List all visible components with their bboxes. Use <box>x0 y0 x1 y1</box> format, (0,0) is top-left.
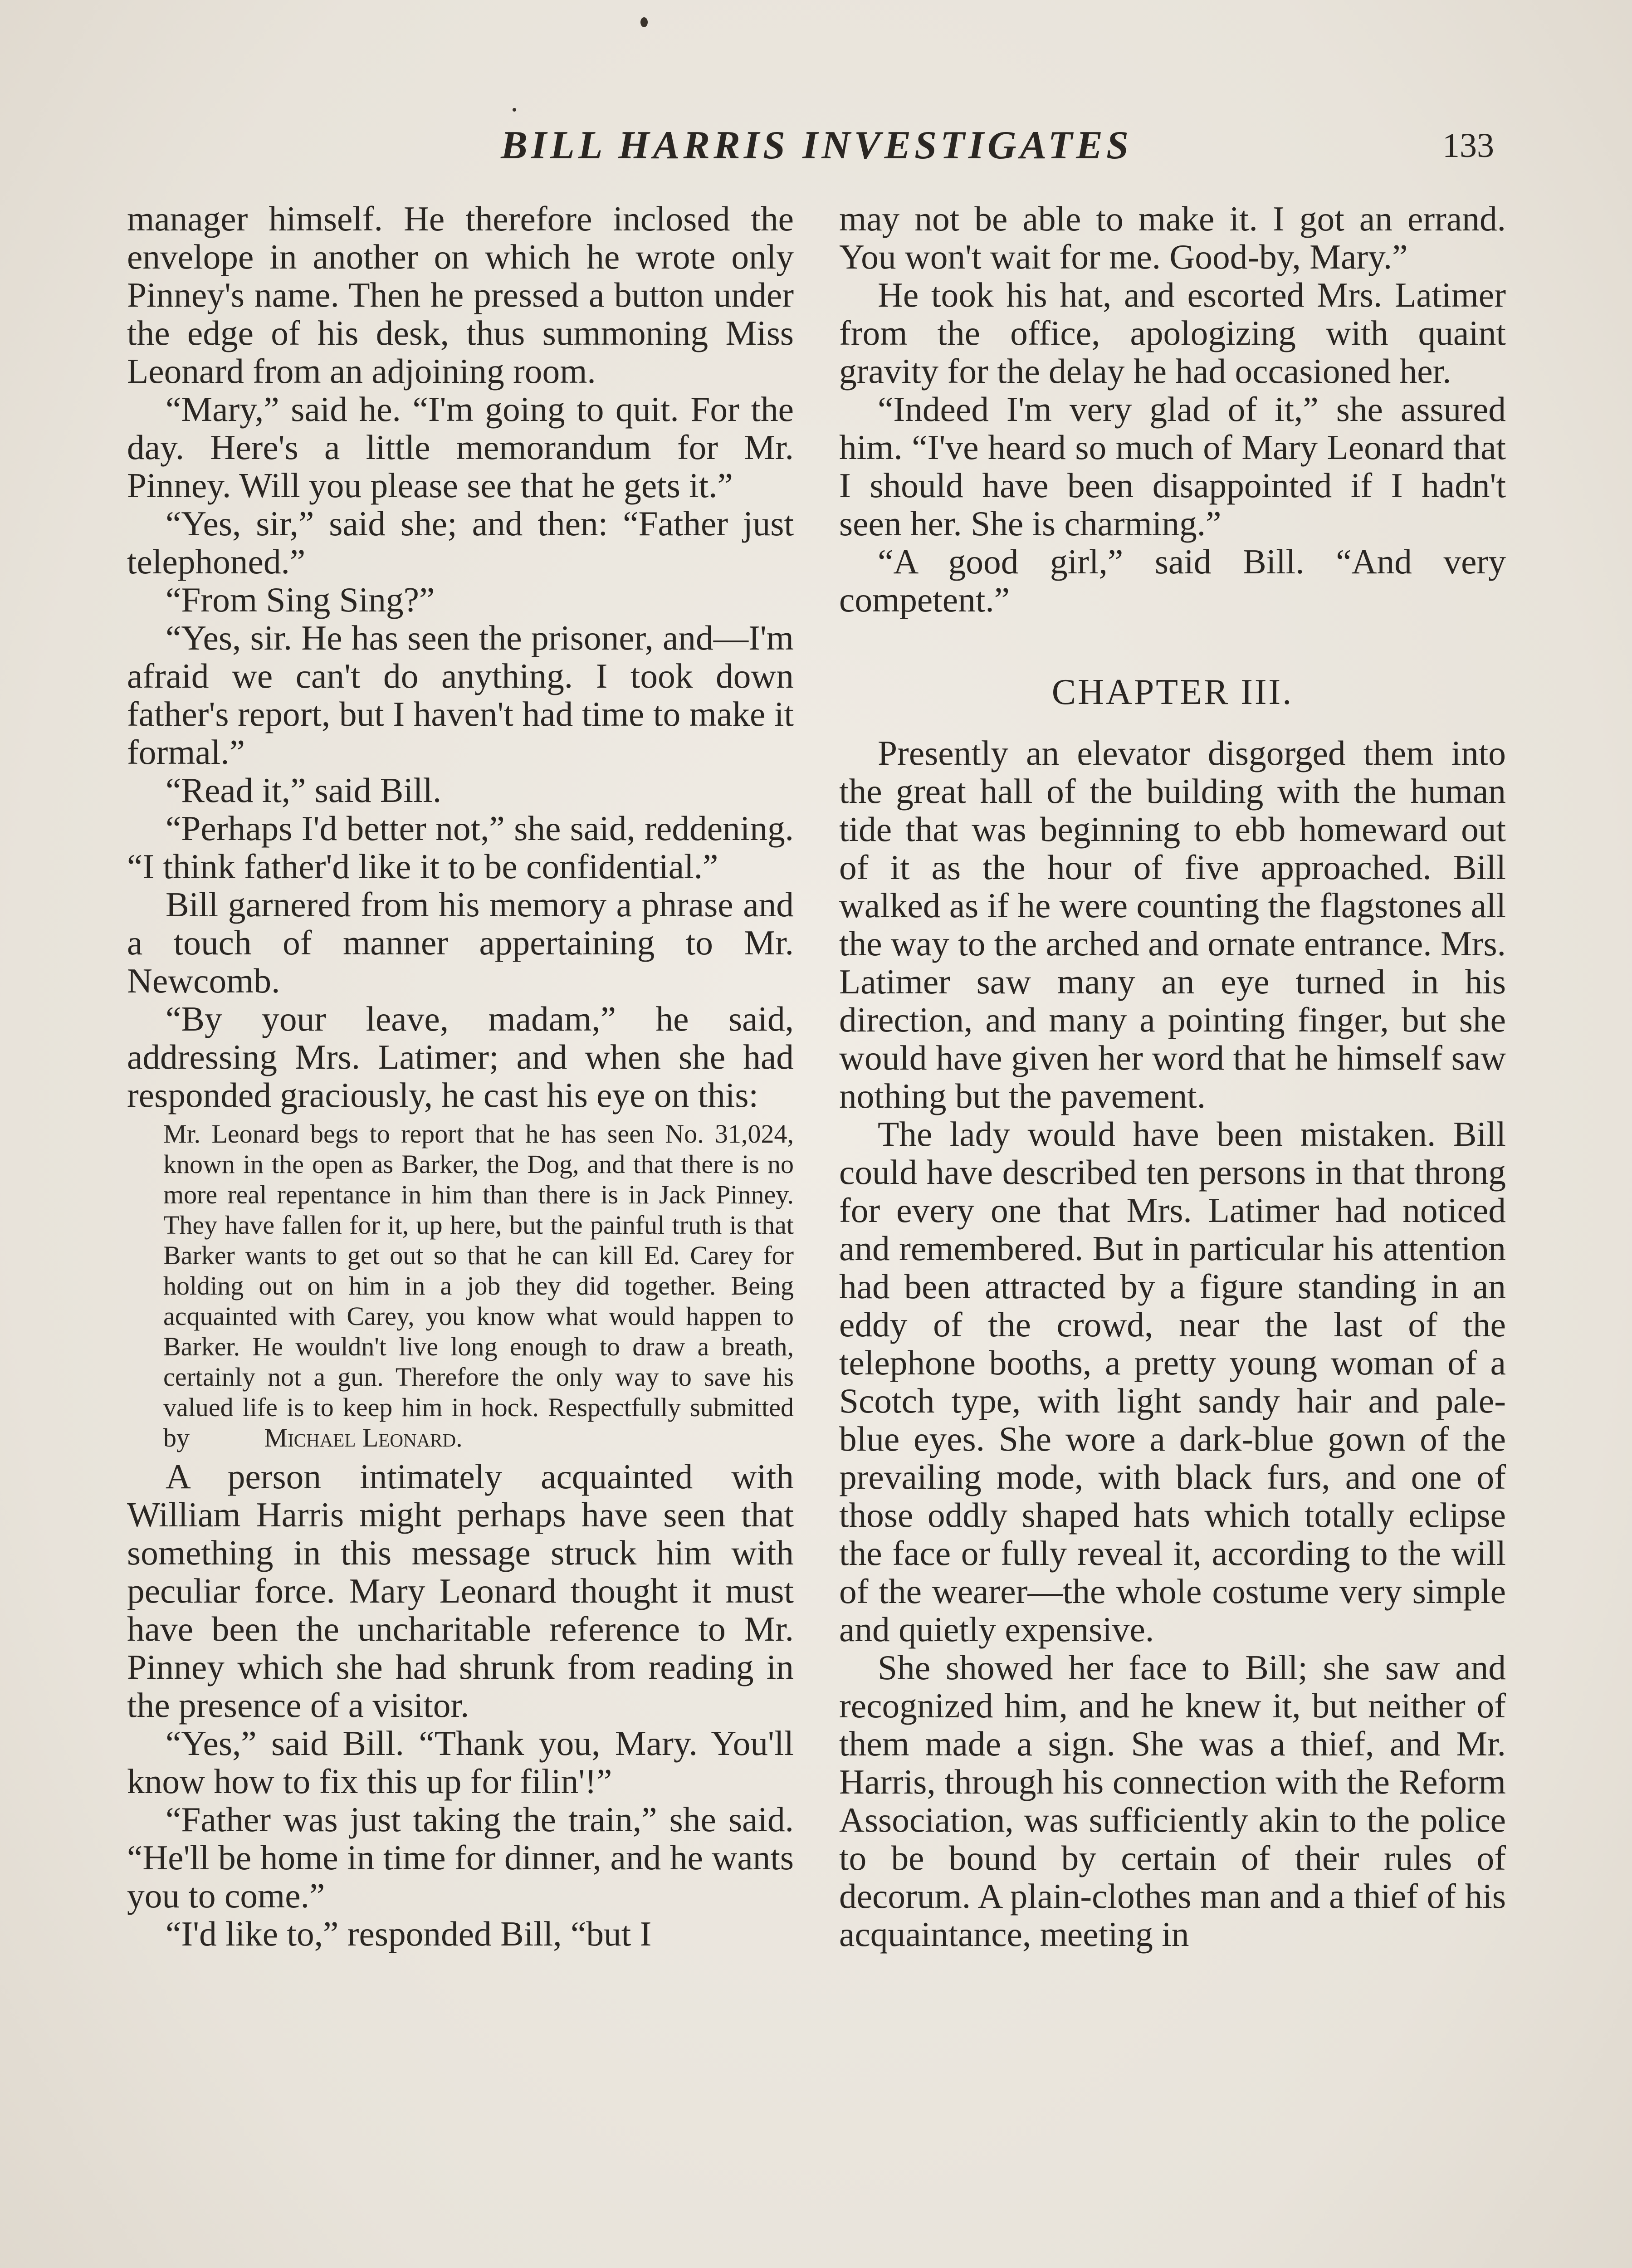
paragraph: “Perhaps I'd better not,” she said, reddening. “I think father'd like it to be confidential.” <box>127 809 794 886</box>
paragraph: A person intimately acquainted with William Harris might perhaps have seen that something in this message struck him with peculiar force. Mary Leonard thought it must have been the uncharitable reference to Mr. Pinney which she had shrunk from reading in the presence of a visitor. <box>127 1457 794 1725</box>
memo-signature: Michael Leonard. <box>264 1423 463 1452</box>
paragraph: may not be able to make it. I got an errand. You won't wait for me. Good-by, Mary.” <box>839 199 1506 276</box>
paragraph: He took his hat, and escorted Mrs. Latimer from the office, apologizing with quaint gravity for the delay he had occasioned her. <box>839 275 1506 391</box>
paragraph: “Indeed I'm very glad of it,” she assured him. “I've heard so much of Mary Leonard that I should have been disappointed if I hadn't seen her. She is charming.” <box>839 390 1506 543</box>
paragraph: Presently an elevator disgorged them into the great hall of the building with the human tide that was beginning to ebb homeward out of it as the hour of five approached. Bill walked as if he were counting the flagstones all the way to the arched and ornate entrance. Mrs. Latimer saw many an eye turned in his direction, and many a pointing finger, but she would have given her word that he himself saw nothing but the pavement. <box>839 733 1506 1115</box>
page-header <box>0 122 1632 177</box>
paragraph: “Yes, sir,” said she; and then: “Father just telephoned.” <box>127 504 794 581</box>
page-number: 133 <box>1442 127 1494 165</box>
running-title: BILL HARRIS INVESTIGATES <box>501 123 1132 167</box>
paragraph: “Father was just taking the train,” she said. “He'll be home in time for dinner, and he wants you to come.” <box>127 1800 794 1915</box>
paragraph: “By your leave, madam,” he said, addressing Mrs. Latimer; and when she had responded graciously, he cast his eye on this: <box>127 999 794 1114</box>
memo-block <box>127 1119 794 1453</box>
paragraph: The lady would have been mistaken. Bill could have described ten persons in that throng for every one that Mrs. Latimer had noticed and remembered. But in particular his attention had been attracted by a figure standing in an eddy of the crowd, near the last of the telephone booths, a pretty young woman of a Scotch type, with light sandy hair and pale-blue eyes. She wore a dark-blue gown of the prevailing mode, with black furs, and one of those oddly shaped hats which totally eclipse the face or fully reveal it, according to the will of the wearer—the whole costume very simple and quietly expensive. <box>839 1114 1506 1649</box>
left-column <box>127 200 794 1953</box>
paragraph: “Yes, sir. He has seen the prisoner, and—I'm afraid we can't do anything. I took down father's report, but I haven't had time to make it formal.” <box>127 618 794 772</box>
paragraph: “A good girl,” said Bill. “And very competent.” <box>839 542 1506 619</box>
paragraph: “I'd like to,” responded Bill, “but I <box>166 1914 652 1953</box>
chapter-heading: CHAPTER III. <box>1051 672 1294 712</box>
ink-speck <box>513 108 516 112</box>
paragraph: “From Sing Sing?” <box>166 580 435 619</box>
paragraph: She showed her face to Bill; she saw and recognized him, and he knew it, but neither of them made a sign. She was a thief, and Mr. Harris, through his connection with the Reform Association, was sufficiently akin to the police to be bound by certain of their rules of decorum. A plain-clothes man and a thief of his acquaintance, meeting in <box>839 1648 1506 1954</box>
paragraph: “Mary,” said he. “I'm going to quit. For the day. Here's a little memorandum for Mr. Pinney. Will you please see that he gets it.” <box>127 390 794 505</box>
paragraph: Bill garnered from his memory a phrase and a touch of manner appertaining to Mr. Newcomb. <box>127 885 794 1000</box>
paragraph: manager himself. He therefore inclosed the envelope in another on which he wrote only Pinney's name. Then he pressed a button under the edge of his desk, thus summoning Miss Leonard from an adjoining room. <box>127 199 794 391</box>
memo-text: Mr. Leonard begs to report that he has seen No. 31,024, known in the open as Barker, the Dog, and that there is no more real repentance in him than there is in Jack Pinney. They have fallen for it, up here, but the painful truth is that Barker wants to get out so that he can kill Ed. Carey for holding out on him in a job they did together. Being acquainted with Carey, you know what would happen to Barker. He wouldn't live long enough to draw a breath, certainly not a gun. Therefore the only way to save his valued life is to keep him in hock. Respectfully submitted by <box>163 1119 794 1452</box>
paragraph: “Read it,” said Bill. <box>166 771 442 810</box>
paragraph: “Yes,” said Bill. “Thank you, Mary. You'll know how to fix this up for filin'!” <box>127 1724 794 1801</box>
right-column <box>839 200 1506 1953</box>
ink-speck <box>640 17 648 27</box>
